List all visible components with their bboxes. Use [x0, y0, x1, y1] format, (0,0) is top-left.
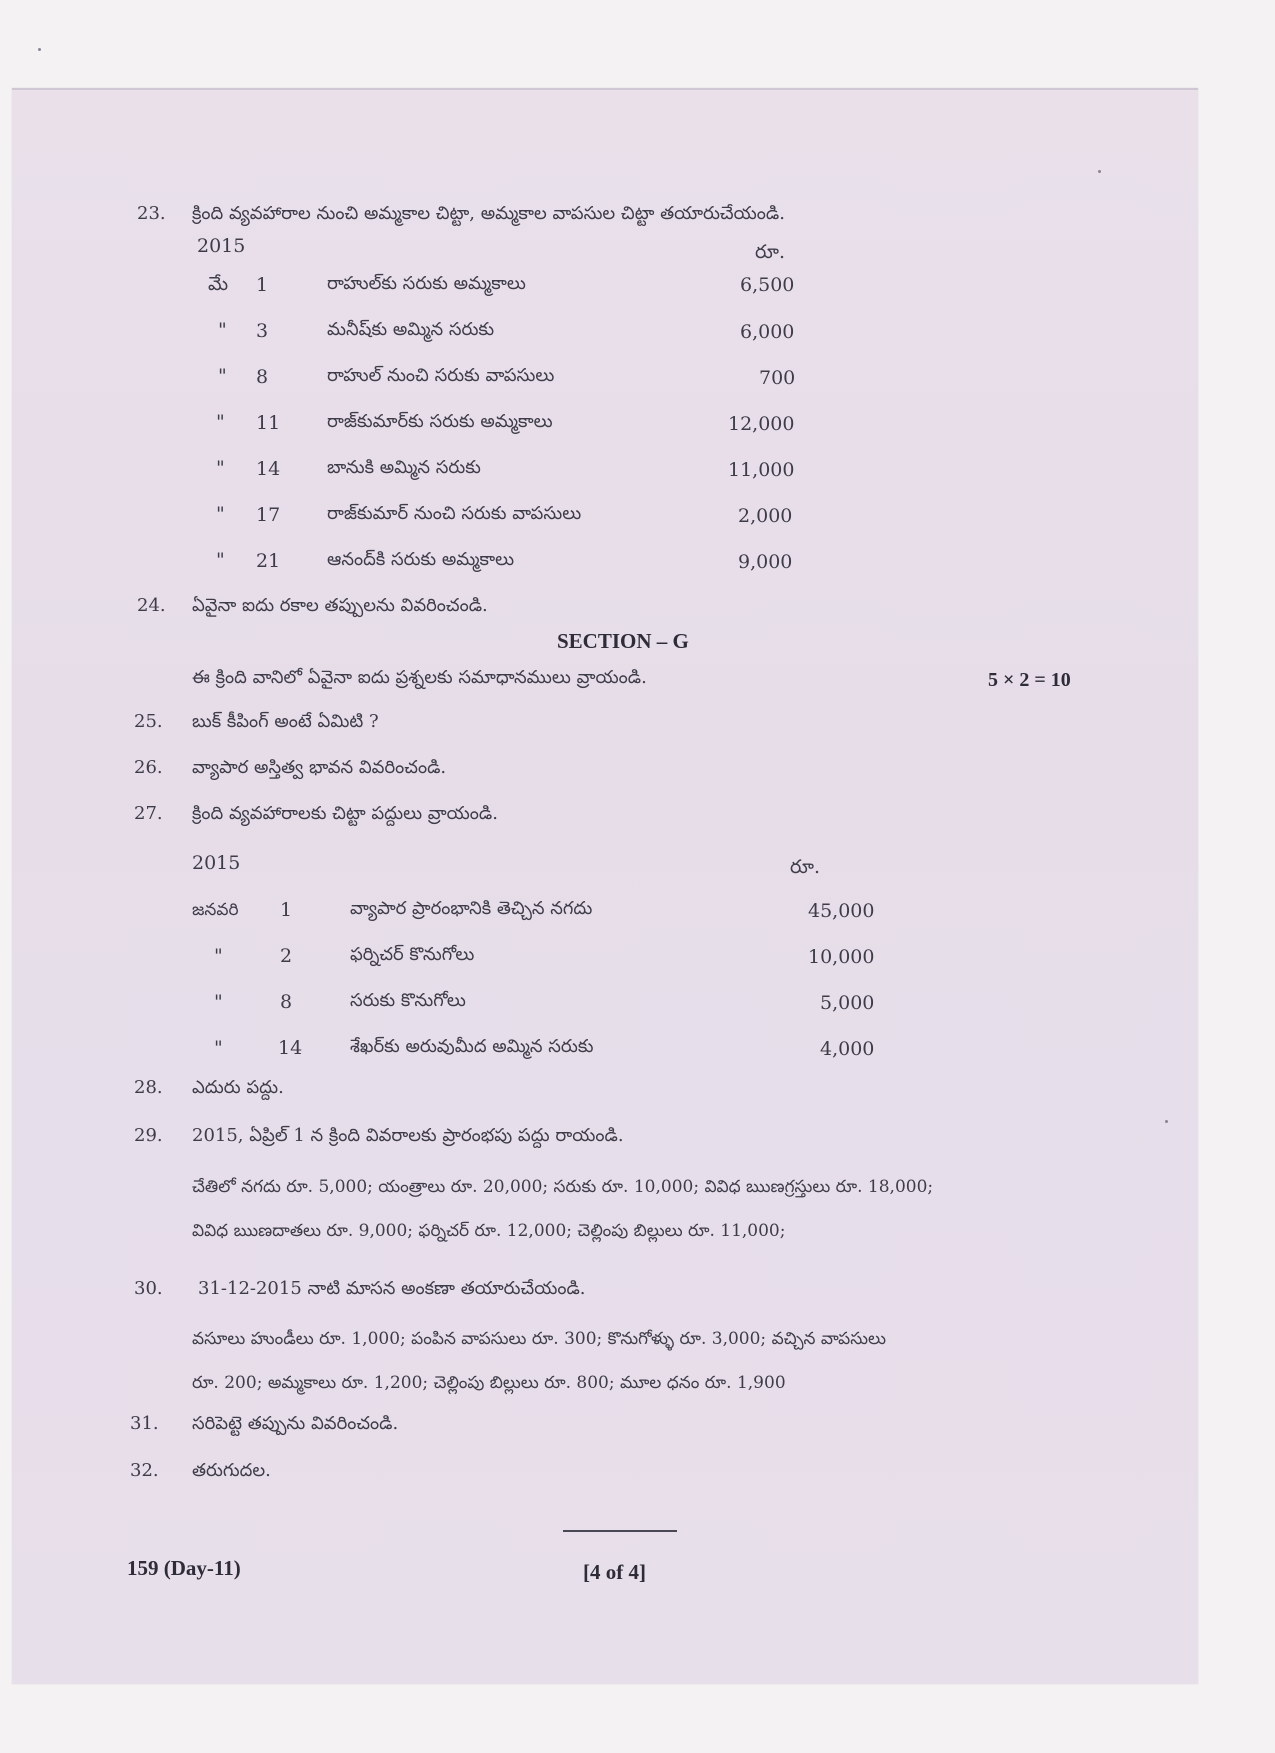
q27-day: 8 — [280, 991, 293, 1013]
q27-amount: 5,000 — [820, 992, 875, 1014]
q27-day: 14 — [278, 1037, 303, 1059]
q27-month: జనవరి — [192, 900, 239, 920]
paper-sheet — [12, 88, 1198, 1684]
q29-text: 2015, ఏప్రిల్ 1 న క్రింది వివరాలకు ప్రారంభపు పద్దు రాయండి. — [192, 1125, 624, 1146]
q27-year: 2015 — [192, 852, 241, 874]
q26-number: 26. — [134, 757, 163, 778]
q27-day: 2 — [280, 945, 293, 967]
q23-month: " — [218, 365, 227, 387]
scan-speck — [1165, 1120, 1168, 1123]
q23-day: 21 — [256, 550, 281, 572]
scan-speck — [38, 48, 41, 51]
q23-currency: రూ. — [755, 241, 785, 263]
footer-code: 159 (Day-11) — [127, 1556, 241, 1580]
q28-number: 28. — [134, 1077, 163, 1098]
q23-amount: 6,000 — [740, 321, 795, 343]
q23-desc: మనీష్‌కు అమ్మిన సరుకు — [327, 319, 495, 340]
q23-amount: 9,000 — [738, 551, 793, 573]
q27-month: " — [214, 945, 223, 967]
q27-day: 1 — [280, 899, 293, 921]
q27-number: 27. — [134, 803, 163, 824]
q23-desc: రాహుల్ నుంచి సరుకు వాపసులు — [327, 365, 555, 386]
q25-number: 25. — [134, 711, 163, 732]
q27-desc: ఫర్నిచర్ కొనుగోలు — [350, 944, 475, 965]
q23-number: 23. — [137, 203, 166, 224]
q23-month: " — [218, 319, 227, 341]
q29-number: 29. — [134, 1125, 163, 1146]
q23-day: 1 — [256, 274, 269, 296]
q23-amount: 12,000 — [728, 413, 795, 435]
q23-desc: రాజ్‌కుమార్ నుంచి సరుకు వాపసులు — [327, 503, 582, 524]
q27-text: క్రింది వ్యవహారాలకు చిట్టా పద్దులు వ్రాయండి. — [192, 803, 498, 824]
section-instruction: ఈ క్రింది వానిలో ఏవైనా ఐదు ప్రశ్నలకు సమాధానములు వ్రాయండి. — [192, 667, 647, 688]
q31-text: సరిపెట్టె తప్పును వివరించండి. — [192, 1413, 399, 1434]
q27-desc: శేఖర్‌కు అరువుమీద అమ్మిన సరుకు — [350, 1036, 594, 1057]
q27-desc: వ్యాపార ప్రారంభానికి తెచ్చిన నగదు — [350, 898, 593, 919]
q30-number: 30. — [134, 1278, 163, 1299]
q23-day: 11 — [256, 412, 281, 434]
scan-speck — [1098, 170, 1101, 173]
q23-month: " — [216, 411, 225, 433]
q23-amount: 11,000 — [728, 459, 795, 481]
q32-number: 32. — [130, 1460, 159, 1481]
q31-number: 31. — [130, 1413, 159, 1434]
q29-line2: వివిధ ఋణదాతలు రూ. 9,000; ఫర్నిచర్ రూ. 12,000; చెల్లింపు బిల్లులు రూ. 11,000; — [192, 1221, 786, 1241]
q23-month: " — [216, 503, 225, 525]
q30-line1: వసూలు హుండీలు రూ. 1,000; పంపిన వాపసులు రూ. 300; కొనుగోళ్ళు రూ. 3,000; వచ్చిన వాపసులు — [192, 1329, 886, 1349]
q23-year: 2015 — [197, 235, 246, 257]
q29-line1: చేతిలో నగదు రూ. 5,000; యంత్రాలు రూ. 20,000; సరుకు రూ. 10,000; వివిధ ఋణగ్రస్తులు రూ. 18,000; — [192, 1177, 934, 1197]
q24-text: ఏవైనా ఐదు రకాల తప్పులను వివరించండి. — [192, 595, 488, 616]
q23-amount: 700 — [759, 367, 796, 389]
q27-currency: రూ. — [790, 856, 820, 878]
q23-day: 14 — [256, 458, 281, 480]
q24-number: 24. — [137, 595, 166, 616]
section-marks: 5 × 2 = 10 — [988, 669, 1071, 691]
q30-line2: రూ. 200; అమ్మకాలు రూ. 1,200; చెల్లింపు బిల్లులు రూ. 800; మూల ధనం రూ. 1,900 — [192, 1373, 786, 1393]
q23-amount: 2,000 — [738, 505, 793, 527]
end-rule — [563, 1530, 677, 1532]
q27-month: " — [214, 1037, 223, 1059]
q23-day: 17 — [256, 504, 281, 526]
q23-desc: బానుకి అమ్మిన సరుకు — [327, 457, 481, 478]
q23-month: " — [216, 549, 225, 571]
q23-month: మే — [208, 273, 229, 295]
q28-text: ఎదురు పద్దు. — [192, 1077, 284, 1098]
section-title: SECTION – G — [557, 629, 689, 653]
q30-text: 31-12-2015 నాటి మాసన అంకణా తయారుచేయండి. — [198, 1278, 586, 1299]
q32-text: తరుగుదల. — [192, 1460, 271, 1481]
q27-amount: 10,000 — [808, 946, 875, 968]
q27-desc: సరుకు కొనుగోలు — [350, 990, 466, 1011]
footer-page: [4 of 4] — [583, 1560, 646, 1584]
q23-month: " — [216, 457, 225, 479]
q23-day: 3 — [256, 320, 269, 342]
q27-amount: 45,000 — [808, 900, 875, 922]
q23-desc: రాజ్‌కుమార్‌కు సరుకు అమ్మకాలు — [327, 411, 553, 432]
q23-desc: ఆనంద్‌కి సరుకు అమ్మకాలు — [327, 549, 515, 570]
q23-text: క్రింది వ్యవహారాల నుంచి అమ్మకాల చిట్టా, అమ్మకాల వాపసుల చిట్టా తయారుచేయండి. — [192, 203, 785, 224]
q25-text: బుక్ కీపింగ్ అంటే ఏమిటి ? — [192, 711, 379, 732]
q27-amount: 4,000 — [820, 1038, 875, 1060]
q23-desc: రాహుల్‌కు సరుకు అమ్మకాలు — [327, 273, 526, 294]
q23-day: 8 — [256, 366, 269, 388]
q23-amount: 6,500 — [740, 274, 795, 296]
q27-month: " — [214, 991, 223, 1013]
q26-text: వ్యాపార అస్తిత్వ భావన వివరించండి. — [192, 757, 447, 778]
